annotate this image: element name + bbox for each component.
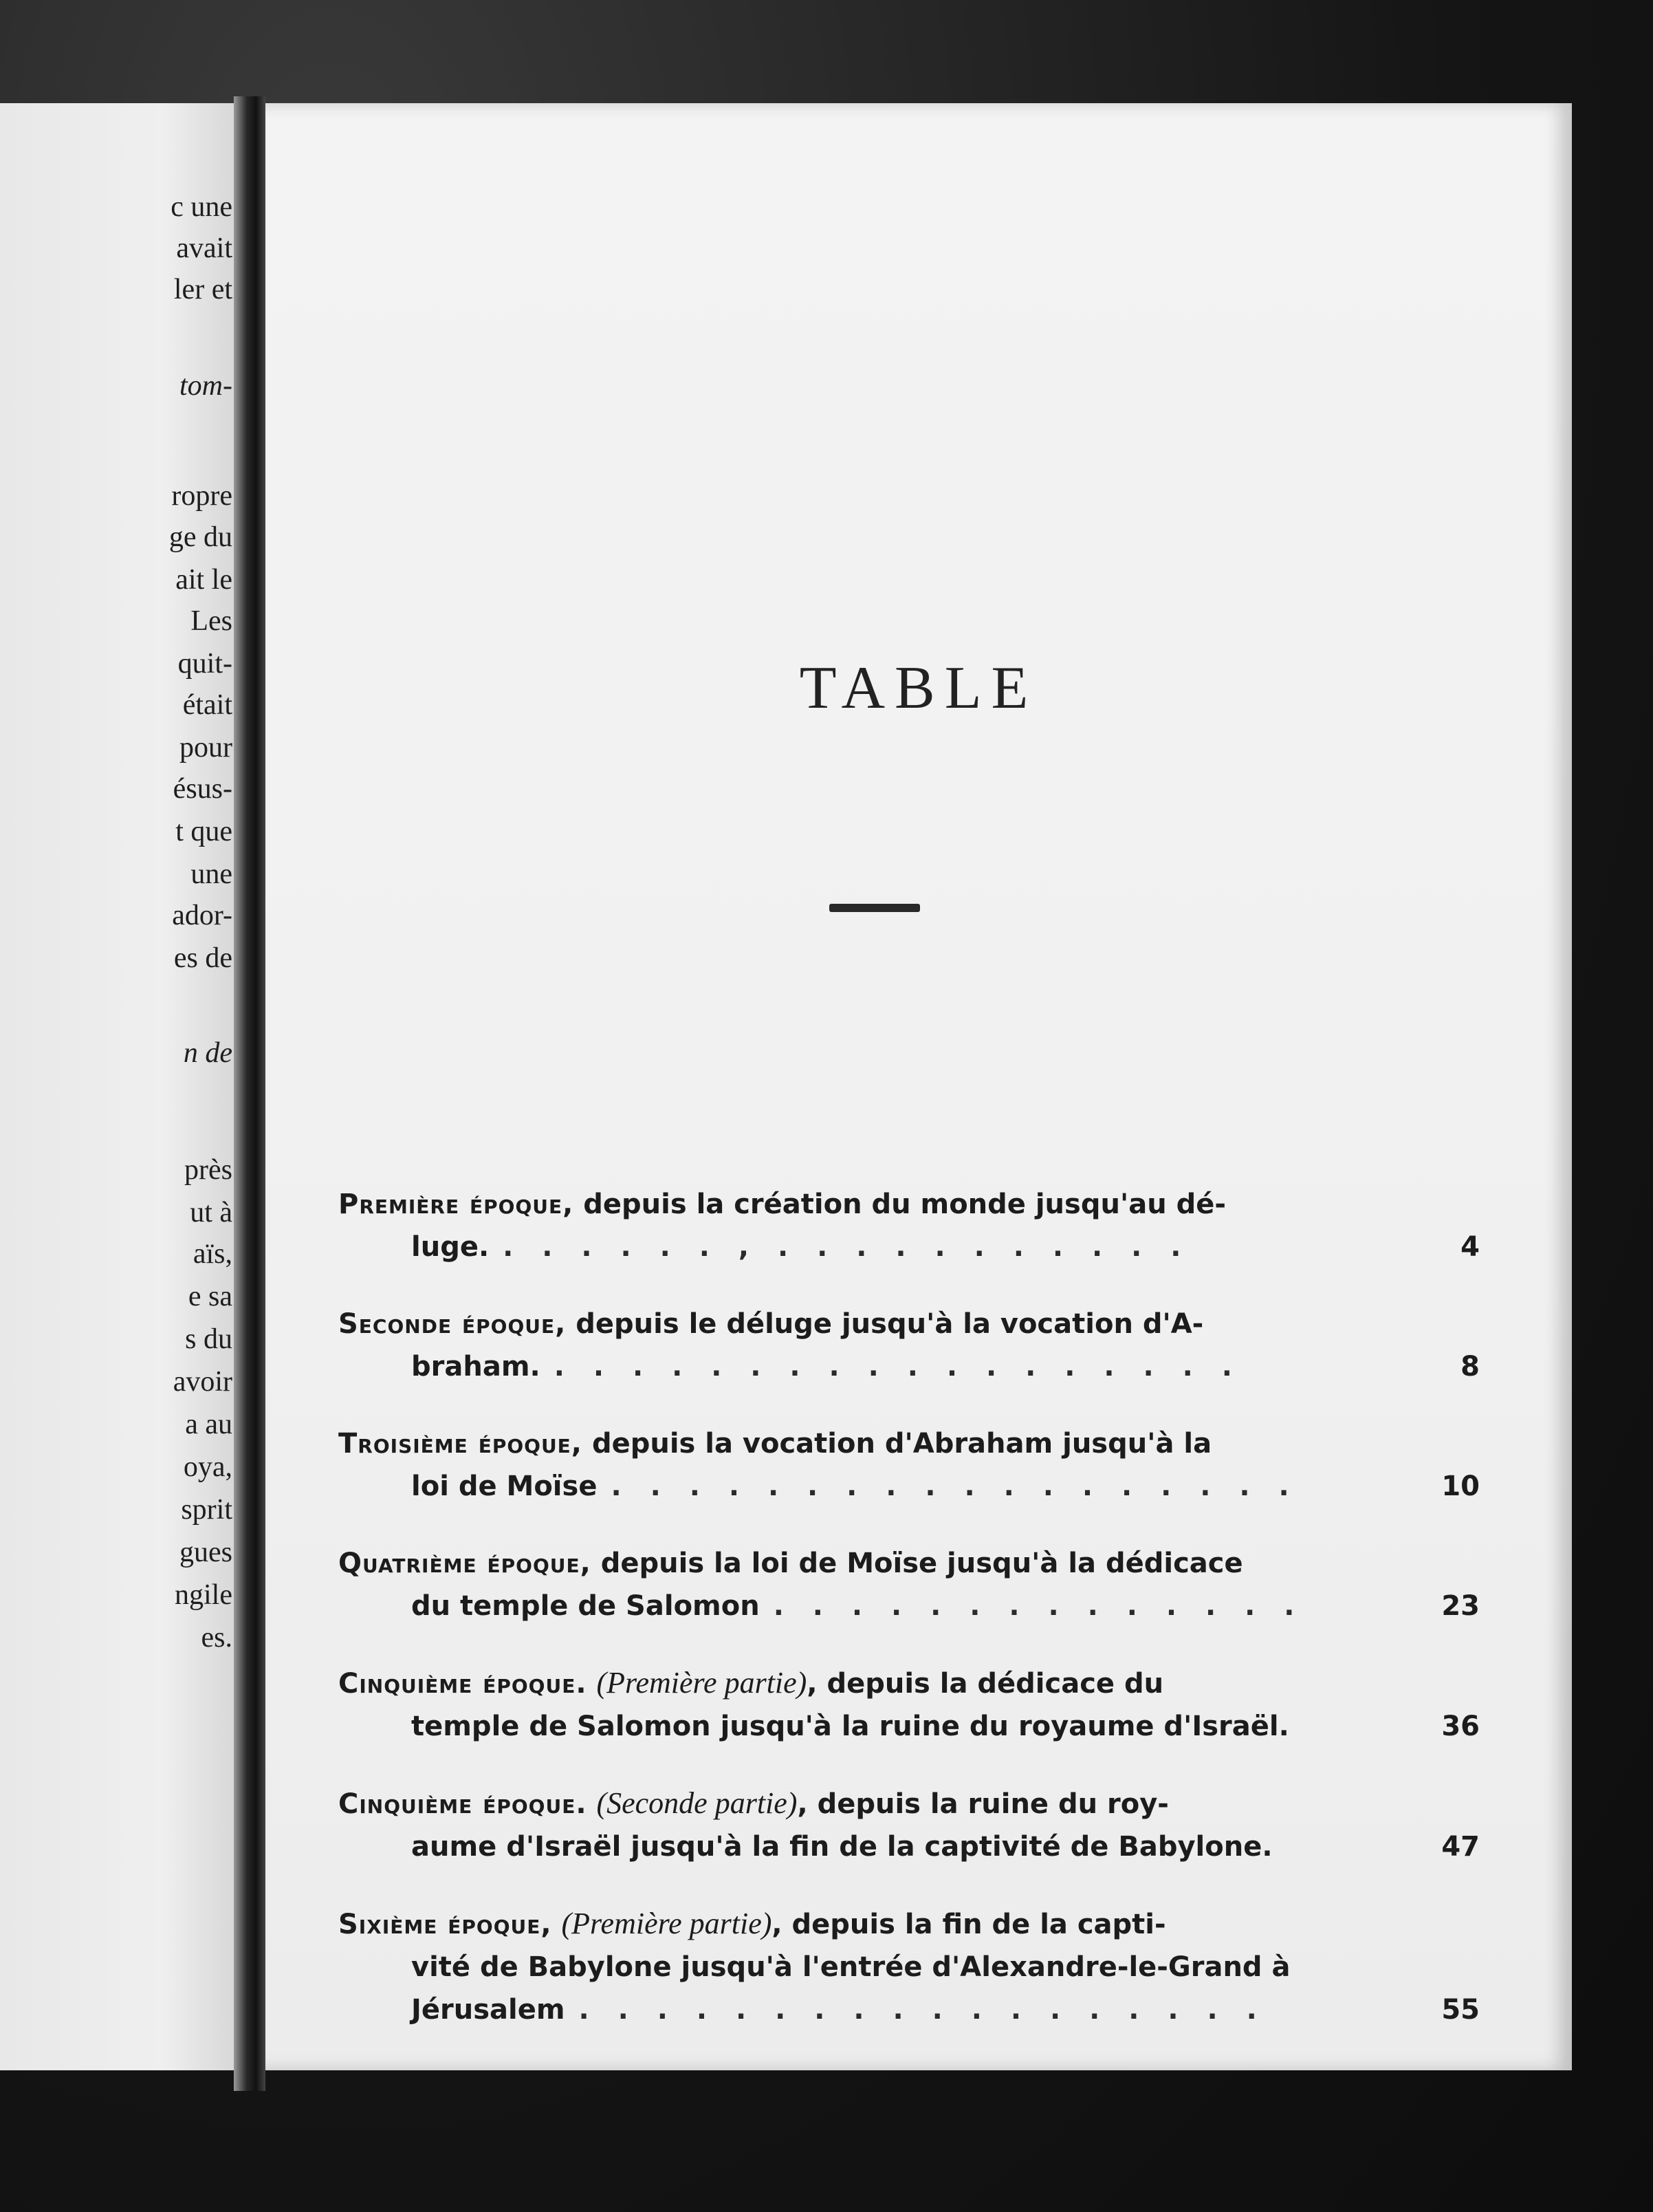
toc-epoch-label: Cinquième époque.	[338, 1668, 587, 1700]
toc-entry-continuation: luge.	[411, 1231, 490, 1263]
toc-entry-heading-line	[338, 1662, 1480, 1705]
left-page-text-fragment: n de	[183, 1037, 232, 1069]
left-page-text-fragment: près	[184, 1154, 232, 1186]
toc-list	[338, 1183, 1480, 2065]
left-page-text-fragment: ngile	[175, 1579, 232, 1611]
toc-entry-heading-line	[338, 1782, 1480, 1825]
left-page-text-fragment: c une	[171, 191, 232, 223]
left-page-text-fragment: ge du	[168, 521, 232, 553]
toc-entry	[338, 1542, 1480, 1627]
toc-dot-leader: . . . . . . . . . . . . . .	[773, 1590, 1304, 1622]
toc-entry-heading-line	[338, 1902, 1480, 1946]
toc-entry-text: depuis le déluge jusqu'à la vocation d'A-	[566, 1308, 1204, 1340]
toc-entry-text: depuis la loi de Moïse jusqu'à la dédicace	[591, 1548, 1243, 1579]
toc-dot-leader: . . . . . . , . . . . . . . . . . .	[503, 1231, 1191, 1263]
toc-entry-heading-line	[338, 1422, 1480, 1465]
toc-page-number: 8	[1460, 1351, 1480, 1382]
left-page-text-fragment: ut à	[190, 1197, 232, 1228]
toc-page-number: 10	[1441, 1471, 1480, 1502]
toc-part-label: (Seconde partie)	[596, 1786, 798, 1820]
book-gutter	[234, 96, 265, 2091]
left-page-text-fragment: s du	[185, 1323, 232, 1355]
left-page-text-fragment: ait le	[175, 564, 232, 596]
toc-part-label: (Première partie)	[561, 1907, 772, 1940]
toc-entry-continuation: vité de Babylone jusqu'à l'entrée d'Alexandre-le-Grand à	[411, 1951, 1291, 1983]
toc-page-number: 4	[1460, 1231, 1480, 1263]
left-page-text-fragment: sprit	[181, 1494, 232, 1526]
toc-entry	[338, 1782, 1480, 1868]
toc-dot-leader: . . . . . . . . . . . . . . . . . .	[554, 1351, 1242, 1382]
toc-entry-text: depuis la vocation d'Abraham jusqu'à la	[582, 1428, 1212, 1460]
toc-entry-heading-line	[338, 1303, 1480, 1345]
toc-entry-continuation: loi de Moïse	[411, 1471, 598, 1502]
toc-dot-leader: . . . . . . . . . . . . . . . . . .	[611, 1471, 1299, 1502]
toc-entry-continuation: aume d'Israël jusqu'à la fin de la captivité de Babylone.	[411, 1831, 1273, 1863]
toc-page-number: 47	[1441, 1831, 1480, 1863]
toc-entry-text: , depuis la fin de la capti-	[771, 1909, 1166, 1940]
toc-entry	[338, 1662, 1480, 1748]
left-facing-page	[0, 103, 234, 2070]
toc-entry-continuation: Jérusalem	[411, 1994, 565, 2026]
left-page-text-fragment: t que	[175, 816, 232, 847]
left-page-text-fragment: aïs,	[193, 1238, 232, 1270]
left-page-text-fragment: Les	[190, 605, 232, 637]
left-page-text-fragment: ler et	[173, 274, 232, 305]
left-page-text-fragment: gues	[179, 1537, 232, 1568]
toc-entry-heading-line	[338, 1183, 1480, 1226]
page-title: TABLE	[799, 655, 1038, 722]
toc-entry-continuation: braham.	[411, 1351, 540, 1382]
left-page-text-fragment: quit-	[177, 648, 232, 680]
toc-part-label: (Première partie)	[596, 1666, 807, 1700]
toc-entry-continuation: du temple de Salomon	[411, 1590, 760, 1622]
toc-entry-continuation: temple de Salomon jusqu'à la ruine du royaume d'Israël.	[411, 1711, 1289, 1742]
left-page-text-fragment: pour	[179, 732, 232, 763]
toc-epoch-label: Sixième époque,	[338, 1909, 552, 1940]
left-page-text-fragment: e sa	[188, 1281, 232, 1312]
left-page-text-fragment: avait	[176, 232, 232, 264]
left-page-text-fragment: ador-	[172, 900, 232, 931]
toc-epoch-label: Seconde époque,	[338, 1308, 567, 1340]
toc-page-number: 23	[1441, 1590, 1480, 1622]
toc-entry	[338, 1303, 1480, 1388]
left-page-text-fragment: tom-	[179, 370, 232, 402]
title-divider-rule	[829, 904, 920, 912]
left-page-text-fragment: avoir	[173, 1366, 232, 1398]
toc-entry-heading-line	[338, 1542, 1480, 1585]
left-page-text-fragment: ropre	[171, 480, 232, 512]
left-page-text-fragment: ésus-	[173, 773, 232, 805]
left-page-text-fragment: es de	[173, 942, 232, 974]
toc-page-number: 55	[1441, 1994, 1480, 2026]
toc-epoch-label: Troisième époque,	[338, 1428, 583, 1460]
toc-page-number: 36	[1441, 1711, 1480, 1742]
toc-epoch-label: Cinquième époque.	[338, 1788, 587, 1820]
toc-entry-text: , depuis la ruine du roy-	[797, 1788, 1169, 1820]
toc-entry	[338, 1902, 1480, 2031]
toc-entry	[338, 1422, 1480, 1508]
left-page-text-fragment: oya,	[183, 1451, 232, 1483]
left-page-text-fragment: était	[182, 689, 232, 721]
toc-entry-text: , depuis la dédicace du	[807, 1668, 1164, 1700]
left-page-text-fragment: une	[190, 858, 232, 890]
toc-epoch-label: Première époque,	[338, 1189, 574, 1220]
toc-epoch-label: Quatrième époque,	[338, 1548, 591, 1579]
toc-entry	[338, 1183, 1480, 1268]
table-of-contents-page	[265, 103, 1572, 2070]
left-page-text-fragment: es.	[201, 1622, 232, 1653]
left-page-text-fragment: a au	[185, 1409, 232, 1440]
toc-dot-leader: . . . . . . . . . . . . . . . . . .	[578, 1994, 1267, 2026]
toc-entry-text: depuis la création du monde jusqu'au dé-	[573, 1189, 1226, 1220]
